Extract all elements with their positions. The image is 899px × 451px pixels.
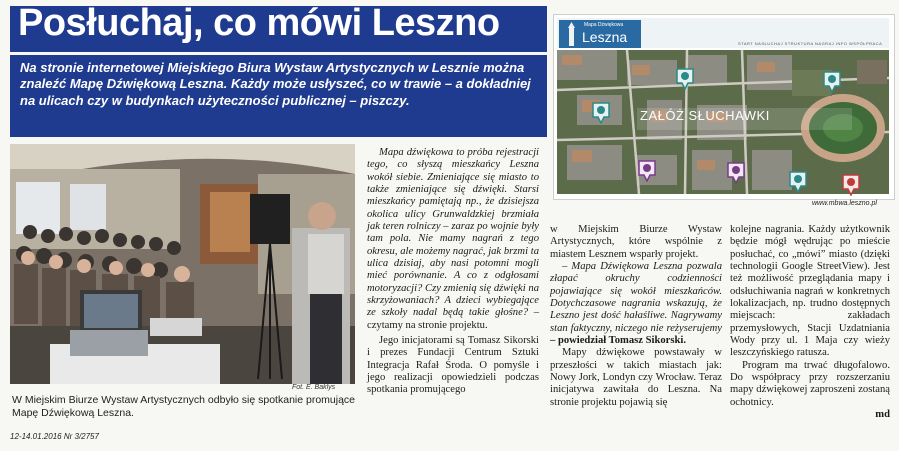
map-source-url: www.mbwa.leszno.pl [812, 200, 877, 207]
site-logo-subtitle: Mapa Dźwiękowa [584, 22, 624, 28]
site-navigation: START NASŁUCHAJ STRUKTURA NAGRAJ INFO WSPÓŁPRACA [738, 41, 883, 46]
lead-paragraph: Na stronie internetowej Miejskiego Biura Wystaw Artystycznych w Lesznie można znaleźć Mapę Dźwiękową Leszna. Każdy może usłyszeć, co w trawie – a dokładniej na ulicach czy w budynkach użyteczności publicznej – piszczy. [20, 60, 531, 108]
article-column-3 [730, 224, 890, 422]
intro-quote: Mapa dźwiękowa to próba rejestracji tego, co słyszą mieszkańcy Leszna wokół siebie. Zmieniające się miasto to także zmieniające się dźwięki. Starsi mieszkańcy pamiętają np., że dzisiejsza okolica ulicy Grunwaldzkiej brzmiała jak teren rolniczy – zaraz po wojnie były tam pola. Nie mamy nagrań z tego okresu, ale możemy nagrać, jak brzmi ta ulica dzisiaj, aby nasi potomni mogli mieć porównanie. A co z odgłosami motoryzacji? Czy zmienią się dźwięki na skrzyżowaniach? A dzieci wybiegające ze szkoły nadal będą takie głośne? [367, 147, 539, 319]
photo-credit: Fot. E. Baklys [292, 384, 336, 391]
sikorski-quote-author: – powiedział Tomasz Sikorski. [550, 335, 686, 347]
article-column-2 [550, 224, 722, 409]
map-pin-icon[interactable] [842, 174, 860, 201]
map-pin-icon[interactable] [592, 102, 610, 129]
initiators-paragraph: Jego inicjatorami są Tomasz Sikorski i prezes Fundacji Centrum Sztuki Integracja Rafał Środa. O pomyśle i jego realizacji opowiedzieli podczas spotkania promującego [367, 335, 539, 396]
photo-caption: W Miejskim Biurze Wystaw Artystycznych odbyło się spotkanie promujące Mapę Dźwiękową Leszna. [12, 394, 356, 419]
headline: Posłuchaj, co mówi Leszno [18, 2, 500, 44]
support-paragraph: w Miejskim Biurze Wystaw Artystycznych, które wspólnie z miastem Lesznem wsparły projekt. [550, 224, 722, 260]
sikorski-quote: – Mapa Dźwiękowa Leszna pozwala złapać okruchy codzienności pojawiające się wokół mieszkańców. Dotychczasowe nagrania wskazują, że Leszno jest dość hałaśliwe. Nagrywamy stan faktyczny, niczego nie reżyserujemy [550, 261, 722, 334]
program-paragraph: Program ma trwać długofalowo. Do współpracy przy rozszerzaniu mapy dźwiękowej zaproszeni zostaną ochotnicy. [730, 359, 890, 408]
intro-quote-source: – czytamy na stronie projektu. [367, 307, 539, 331]
article-column-1-bottom [367, 335, 539, 397]
event-photo-illustration [10, 144, 355, 384]
map-pin-icon[interactable] [789, 171, 807, 198]
map-pin-icon[interactable] [638, 160, 656, 187]
map-pin-icon[interactable] [823, 71, 841, 98]
map-overlay-text: ZAŁÓŻ SŁUCHAWKI [640, 108, 770, 123]
issue-number: 12-14.01.2016 Nr 3/2757 [10, 432, 99, 441]
article-column-1 [367, 147, 539, 332]
event-photo [10, 144, 355, 384]
recordings-paragraph: kolejne nagrania. Każdy użytkownik będzie mógł wędrując po mieście posłuchać, co „mówi” miasto (dzięki technologii Google StreetView). Jest też możliwość przeglądania mapy i odsłuchiwania nagrań w konkretnych lokalizacjach, np. trudno dostępnych miejscach: zakładach przemysłowych, Stacji Uzdatniania Wody przy ul. 1 Maja czy wieży leszczyńskiego ratusza. [730, 224, 890, 359]
site-logo-title: Leszna [582, 29, 628, 45]
map-pin-icon[interactable] [676, 68, 694, 95]
author-signature: md [875, 409, 890, 421]
history-paragraph: Mapy dźwiękowe powstawały w przeszłości w takich miastach jak: Nowy Jork, Londyn czy Wrocław. Teraz inicjatywa zawitała do Leszna. Na stronie projektu pojawią się [550, 347, 722, 408]
map-pin-icon[interactable] [727, 162, 745, 189]
